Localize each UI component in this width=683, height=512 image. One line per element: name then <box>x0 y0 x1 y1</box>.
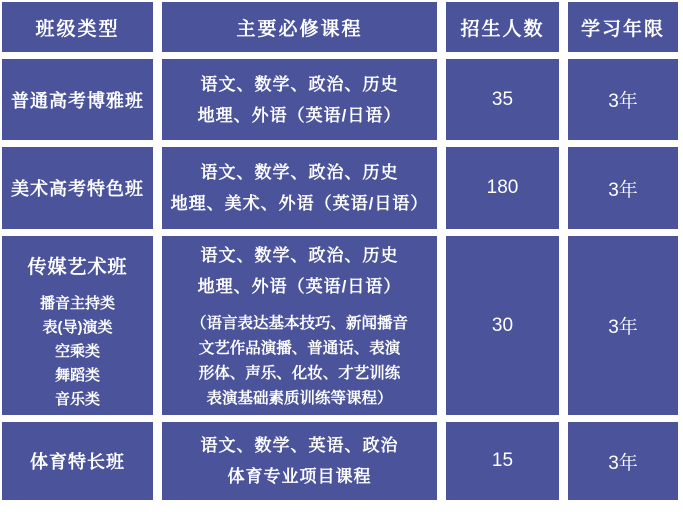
row3-subtype-dance: 舞蹈类 <box>54 367 100 384</box>
row1-courses <box>162 59 437 140</box>
row3-courses-line2: 地理、外语（英语/日语） <box>197 277 402 296</box>
row3-subtype-music: 音乐类 <box>54 391 100 408</box>
row4-enrollment: 15 <box>446 422 559 500</box>
row1-courses-line1: 语文、数学、政治、历史 <box>200 74 399 94</box>
row3-class-type-title: 传媒艺术班 <box>27 257 128 278</box>
row2-enrollment: 180 <box>446 147 559 229</box>
row1-duration: 3年 <box>568 59 678 140</box>
row1-courses-line2: 地理、外语（英语/日语） <box>197 105 402 125</box>
row1-enrollment: 35 <box>446 59 559 140</box>
row3-subtype-flight: 空乘类 <box>54 343 100 360</box>
row3-subtype-broadcast: 播音主持类 <box>39 295 115 312</box>
row3-extra-line3: 形体、声乐、化妆、才艺训练 <box>198 365 401 382</box>
row3-courses <box>162 236 437 415</box>
header-class-type: 班级类型 <box>2 2 153 52</box>
header-enrollment: 招生人数 <box>446 2 559 52</box>
row1-class-type: 普通高考博雅班 <box>2 59 153 140</box>
row2-duration: 3年 <box>568 147 678 229</box>
row3-extra-line1: （语言表达基本技巧、新闻播音 <box>190 315 408 332</box>
row2-courses-line2: 地理、美术、外语（英语/日语） <box>170 194 429 213</box>
row3-extra-line4: 表演基础素质训练等课程） <box>206 390 393 407</box>
row3-class-type <box>2 236 153 415</box>
row3-courses-line1: 语文、数学、政治、历史 <box>200 246 399 265</box>
row4-class-type: 体育特长班 <box>2 422 153 500</box>
row2-courses <box>162 147 437 229</box>
row3-subtype-acting: 表(导)演类 <box>42 319 113 336</box>
row3-extra-courses <box>191 311 408 411</box>
header-required-courses: 主要必修课程 <box>162 2 437 52</box>
admissions-table <box>2 2 678 500</box>
row4-courses-line2: 体育专业项目课程 <box>227 467 372 486</box>
row3-duration: 3年 <box>568 236 678 415</box>
row4-courses-line1: 语文、数学、英语、政治 <box>200 436 399 455</box>
row3-enrollment: 30 <box>446 236 559 415</box>
row3-extra-line2: 文艺作品演播、普通话、表演 <box>198 340 401 357</box>
header-duration: 学习年限 <box>568 2 678 52</box>
row4-duration: 3年 <box>568 422 678 500</box>
row2-courses-line1: 语文、数学、政治、历史 <box>200 163 399 182</box>
row4-courses <box>162 422 437 500</box>
row2-class-type: 美术高考特色班 <box>2 147 153 229</box>
